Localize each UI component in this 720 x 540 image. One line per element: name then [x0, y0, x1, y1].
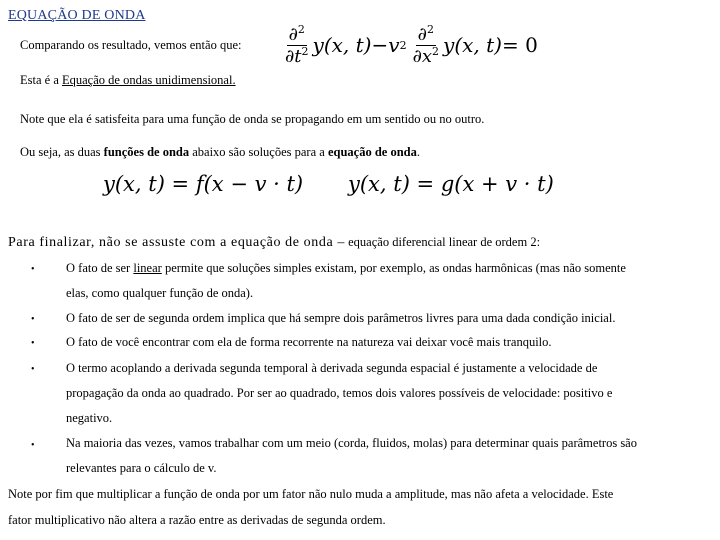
bullet-icon: •	[31, 364, 35, 375]
wave-equation: $\frac{\partial^2}{\partial t^2}$ y(x, t) − v 2 $\frac{\partial^2}{\partial x^2}$ y(x, t) = 0	[285, 23, 538, 67]
solution-g-formula: y(x, t) = g(x + v · t)	[348, 172, 554, 196]
bullet-5-line-2: relevantes para o cálculo de v.	[66, 461, 217, 475]
closing-line-1: Note por fim que multiplicar a função de onda por um fator não nulo muda a amplitude, mas não afeta a velocidade. Este	[8, 487, 614, 501]
solution-f-formula: y(x, t) = f(x − v · t)	[103, 172, 304, 196]
unidimensional-line: Esta é a Equação de ondas unidimensional.	[20, 73, 236, 87]
closing-line-2: fator multiplicativo não altera a razão entre as derivadas de segunda ordem.	[8, 513, 386, 527]
bullet-icon: •	[31, 338, 35, 349]
time-derivative-fraction: $\frac{\partial^2}{\partial t^2}$	[285, 23, 309, 67]
bullet-icon: •	[31, 264, 35, 275]
space-derivative-fraction: $\frac{\partial^2}{\partial x^2}$	[412, 23, 440, 67]
bullet-5-line-1: Na maioria das vezes, vamos trabalhar com um meio (corda, fluidos, molas) para determinar quais parâmetros são	[66, 436, 637, 450]
bullet-icon: •	[31, 314, 35, 325]
page-title: EQUAÇÃO DE ONDA	[8, 8, 146, 23]
bullet-1-line-1: O fato de ser linear permite que soluções simples existam, por exemplo, as ondas harmônicas (mas não somente	[66, 261, 626, 275]
comparing-text: Comparando os resultado, vemos então que:	[20, 38, 242, 52]
bullet-4-line-3: negativo.	[66, 411, 113, 425]
unidimensional-link[interactable]: Equação de ondas unidimensional.	[62, 73, 236, 87]
y-function: y(x, t)	[312, 33, 372, 58]
solutions-line: Ou seja, as duas funções de onda abaixo são soluções para a equação de onda.	[20, 145, 420, 159]
finalizar-line: Para finalizar, não se assuste com a equação de onda – equação diferencial linear de ordem 2:	[8, 235, 541, 250]
bullet-1-line-2: elas, como qualquer função de onda).	[66, 286, 254, 300]
note-line: Note que ela é satisfeita para uma função de onda se propagando em um sentido ou no outro.	[20, 112, 485, 126]
bullet-4-line-2: propagação da onda ao quadrado. Por ser ao quadrado, temos dois valores possíveis de velocidade: positivo e	[66, 386, 613, 400]
bullet-4-line-1: O termo acoplando a derivada segunda temporal à derivada segunda espacial é justamente a velocidade de	[66, 361, 598, 375]
bullet-3-line-1: O fato de você encontrar com ela de forma recorrente na natureza vai deixar você mais tranquilo.	[66, 335, 552, 349]
bullet-icon: •	[31, 440, 35, 451]
bullet-2-line-1: O fato de ser de segunda ordem implica que há sempre dois parâmetros livres para uma dada condição inicial.	[66, 311, 616, 325]
